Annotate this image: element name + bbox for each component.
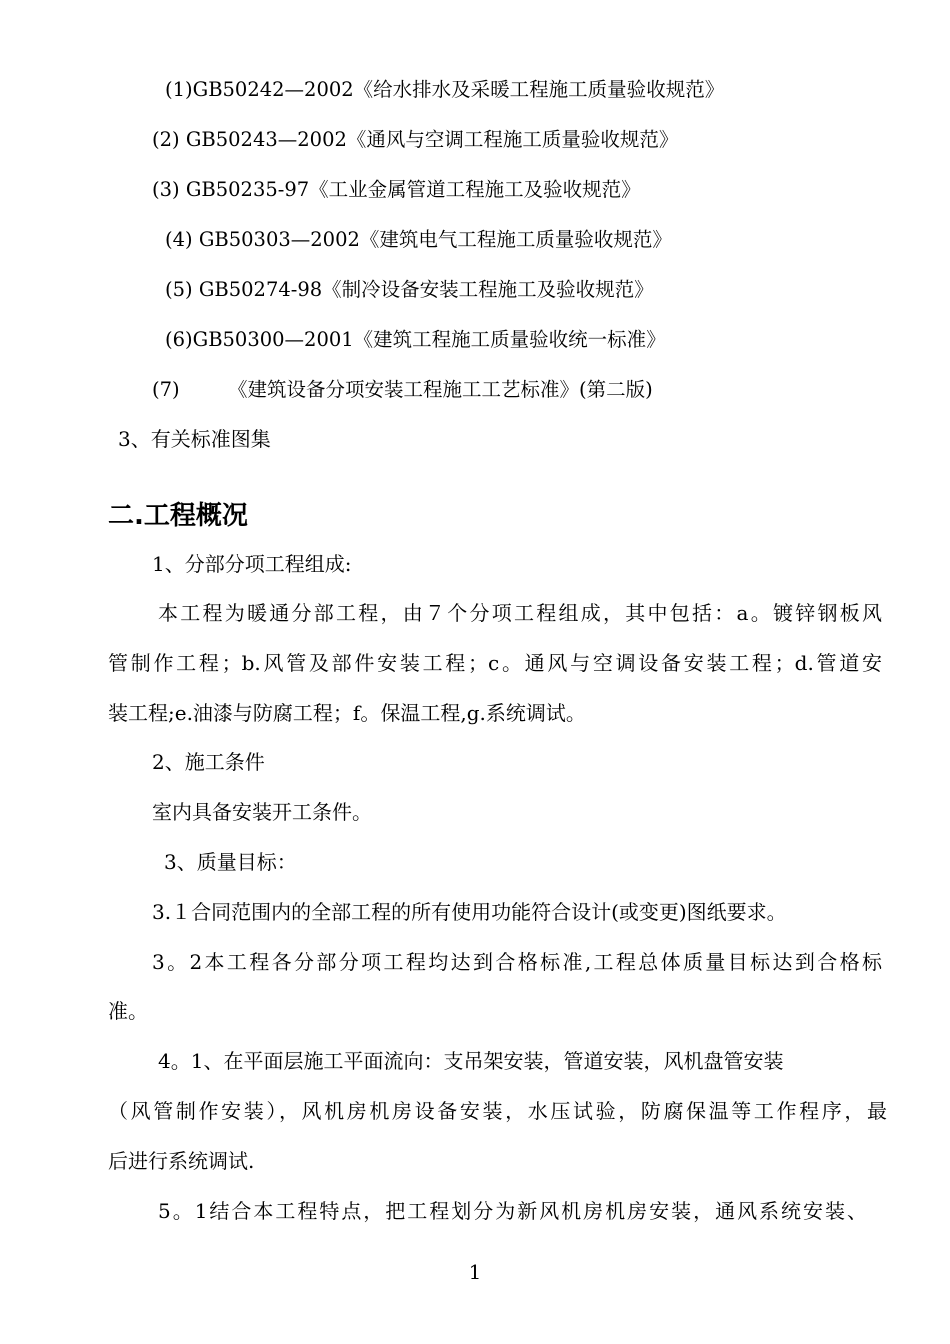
reference-3: (3) GB50235-97《工业金属管道工程施工及验收规范》 xyxy=(152,178,641,201)
reference-7-title: 《建筑设备分项安装工程施工工艺标准》(第二版) xyxy=(228,378,653,401)
quality-heading: 3、质量目标： xyxy=(164,850,297,874)
section-title: 二.工程概况 xyxy=(108,501,248,531)
standard-drawings-item: 3、有关标准图集 xyxy=(118,427,271,451)
quality-item-3-2-line-2: 准。 xyxy=(108,999,148,1023)
reference-4: (4) GB50303—2002《建筑电气工程施工质量验收规范》 xyxy=(165,228,672,251)
page-number: 1 xyxy=(468,1260,482,1284)
reference-6: (6)GB50300—2001《建筑工程施工质量验收统一标准》 xyxy=(165,328,666,351)
quality-item-3-2-line-1: 3。2本工程各分部分项工程均达到合格标准,工程总体质量目标达到合格标 xyxy=(152,950,882,974)
division-paragraph-line-1: 5。1结合本工程特点，把工程划分为新风机房机房安装，通风系统安装、 xyxy=(158,1199,867,1223)
flow-paragraph-line-2: （风管制作安装），风机房机房设备安装，水压试验，防腐保温等工作程序，最 xyxy=(108,1099,887,1123)
conditions-text: 室内具备安装开工条件。 xyxy=(152,800,372,824)
reference-1: (1)GB50242—2002《给水排水及采暖工程施工质量验收规范》 xyxy=(165,78,725,101)
quality-item-3-1: 3.１合同范围内的全部工程的所有使用功能符合设计(或变更)图纸要求。 xyxy=(152,900,787,924)
reference-7-number: (7) xyxy=(152,378,180,401)
flow-paragraph-line-1: 4。1、在平面层施工平面流向：支吊架安装，管道安装，风机盘管安装 xyxy=(158,1049,784,1073)
reference-2: (2) GB50243—2002《通风与空调工程施工质量验收规范》 xyxy=(152,128,679,151)
composition-paragraph-line-3: 装工程;e.油漆与防腐工程；f。保温工程,g.系统调试。 xyxy=(108,701,586,725)
composition-heading: 1、分部分项工程组成: xyxy=(152,552,352,576)
reference-5: (5) GB50274-98《制冷设备安装工程施工及验收规范》 xyxy=(165,278,654,301)
composition-paragraph-line-1: 本工程为暖通分部工程，由７个分项工程组成，其中包括：a。镀锌钢板风 xyxy=(158,601,882,625)
composition-paragraph-line-2: 管制作工程；b.风管及部件安装工程；c。通风与空调设备安装工程；d.管道安 xyxy=(108,651,882,675)
conditions-heading: 2、施工条件 xyxy=(152,750,265,774)
flow-paragraph-line-3: 后进行系统调试. xyxy=(108,1149,255,1173)
